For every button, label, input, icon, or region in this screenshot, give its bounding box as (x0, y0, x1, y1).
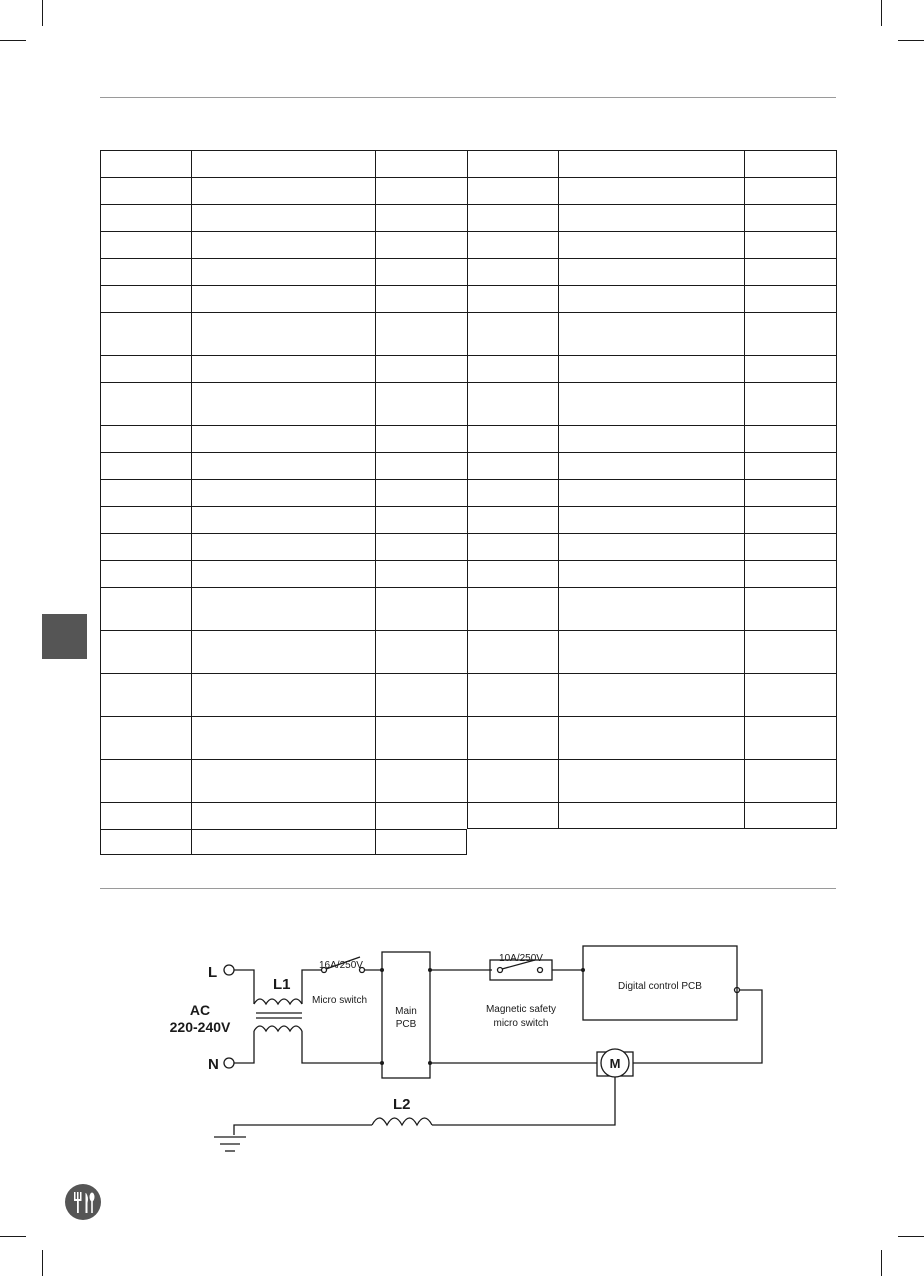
choke-l1-label: L1 (273, 976, 291, 993)
choke-l1-bottom (254, 1026, 302, 1031)
cutlery-icon (64, 1183, 102, 1221)
safety-switch-label: Magnetic safety (485, 1004, 557, 1015)
motor-label: M (609, 1056, 621, 1071)
choke-l1-top (254, 999, 302, 1004)
choke-l2 (372, 1118, 432, 1125)
live-terminal (224, 965, 234, 975)
micro-switch-rating: 16A/250V (319, 960, 363, 971)
neutral-label: N (208, 1056, 219, 1073)
supply-label: AC (189, 1002, 211, 1018)
safety-switch-label-2: micro switch (493, 1018, 549, 1029)
live-label: L (208, 964, 218, 981)
main-pcb-label: Main (395, 1006, 417, 1017)
main-pcb-label-2: PCB (395, 1019, 417, 1030)
safety-switch-rating: 10A/250V (499, 953, 543, 964)
supply-voltage-label: 220-240V (169, 1019, 231, 1035)
neutral-terminal (224, 1058, 234, 1068)
digital-pcb-label: Digital control PCB (618, 981, 702, 992)
choke-l2-label: L2 (393, 1096, 411, 1113)
micro-switch-label: Micro switch (312, 995, 368, 1006)
